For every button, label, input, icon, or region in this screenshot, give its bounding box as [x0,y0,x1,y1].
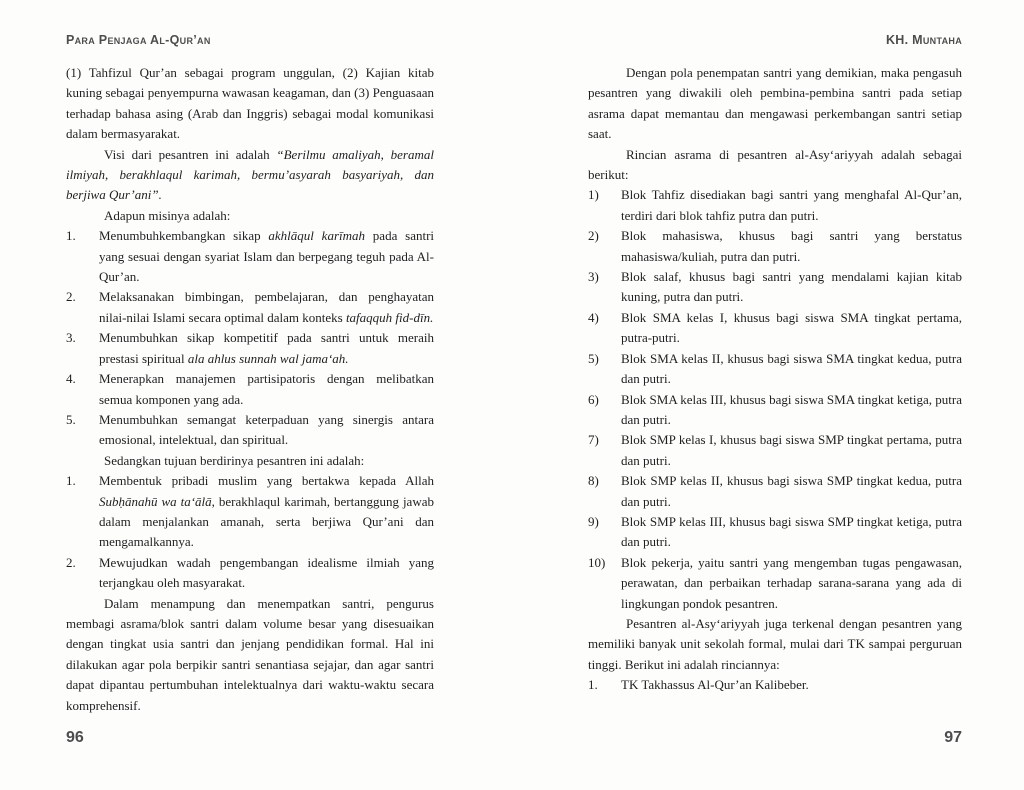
text-run: Blok SMP kelas III, khusus bagi siswa SMP tingkat ketiga, putra dan putri. [621,513,962,550]
paragraph [66,451,434,471]
list-marker: 8) [588,473,599,489]
paragraph [66,145,434,206]
text-run: Blok SMA kelas II, khusus bagi siswa SMA tingkat kedua, putra dan putri. [621,350,962,387]
text-run: Dalam menampung dan menempatkan santri, pengurus membagi asrama/blok santri dalam volume besar yang disesuaikan dengan tingkat usia santri dan jenjang pendidikan formal. Hal ini dilakukan agar pola berpikir santri senantiasa sejajar, dan agar santri dapat dipantau pertumbuhan intelektualnya dari waktu-waktu secara komprehensif. [66,595,434,713]
list-marker: 1. [588,677,598,693]
page-number-left: 96 [66,729,84,746]
list-marker: 1. [66,228,76,244]
text-run: Melaksanakan bimbingan, pembelajaran, dan penghayatan nilai-nilai Islami secara optimal dalam konteks [99,289,434,325]
text-run: Pesantren al-Asy‘ariyyah juga terkenal dengan pesantren yang memiliki banyak unit sekolah formal, mulai dari TK sampai perguruan tinggi. Berikut ini adalah rinciannya: [588,615,962,672]
list-marker: 4. [66,371,76,387]
running-header-left: Para Penjaga Al-Qur’an [66,33,211,47]
list-item [588,267,962,308]
list-item [66,410,434,451]
italic-text-run: “Berilmu amaliyah, beramal ilmiyah, berakhlaqul karimah, bermu’asyarah basyariyah, dan berjiwa Qur’ani”. [66,146,434,203]
list-marker: 2. [66,289,76,305]
text-run: , berakhlaqul karimah, bertanggung jawab dalam menjalankan amanah, serta berjiwa Qur’ani dan mengamalkannya. [99,493,434,550]
text-run: Menumbuhkan sikap kompetitif pada santri untuk meraih prestasi spiritual [99,330,434,366]
list-marker: 10) [588,554,606,570]
paragraph [588,614,962,675]
text-run: Rincian asrama di pesantren al-Asy‘ariyyah adalah sebagai berikut: [588,146,962,183]
text-run: Sedangkan tujuan berdirinya pesantren ini adalah: [104,452,365,468]
left-page-body [66,63,434,716]
text-run: Blok SMP kelas I, khusus bagi siswa SMP tingkat pertama, putra dan putri. [621,432,962,468]
text-run: Blok Tahfiz disediakan bagi santri yang menghafal Al-Qur’an, terdiri dari blok tahfiz putra dan putri. [621,187,962,223]
text-run: Menumbuhkembangkan sikap [99,228,269,244]
text-run: Blok mahasiswa, khusus bagi santri yang berstatus mahasiswa/kuliah, putra dan putri. [621,228,962,264]
list-item [588,512,962,553]
list-item [588,390,962,431]
italic-text-run: akhlāqul karīmah [268,228,366,244]
list-marker: 7) [588,432,599,448]
list-item [588,675,962,695]
list-item [588,226,962,267]
list-item [66,287,434,328]
right-page-body [588,63,962,696]
text-run: (1) Tahfizul Qur’an sebagai program unggulan, (2) Kajian kitab kuning sebagai penyempurna wawasan keagaman, dan (3) Penguasaan terhadap bahasa asing (Arab dan Inggris) sebagai modal komunikasi dalam bermasyarakat. [66,65,434,142]
list-marker: 2) [588,228,599,244]
text-run: Blok SMA kelas I, khusus bagi siswa SMA tingkat pertama, putra-putri. [621,309,962,346]
text-run: Adapun misinya adalah: [104,207,231,223]
paragraph [66,594,434,716]
list-marker: 5. [66,411,76,427]
list-marker: 4) [588,309,599,325]
text-run: TK Takhassus Al-Qur’an Kalibeber. [621,677,809,693]
list-item [588,349,962,390]
text-run: Blok SMP kelas II, khusus bagi siswa SMP tingkat kedua, putra dan putri. [621,473,962,509]
text-run: Mewujudkan wadah pengembangan idealisme ilmiah yang terjangkau oleh masyarakat. [99,554,434,591]
list-item [66,328,434,369]
list-marker: 6) [588,391,599,407]
italic-text-run: tafaqquh fid-dīn. [345,309,434,325]
text-run: Membentuk pribadi muslim yang bertakwa kepada Allah [99,473,434,489]
list-marker: 1. [66,473,76,489]
list-item [588,553,962,614]
list-item [588,471,962,512]
list-item [66,369,434,410]
page-number-right: 97 [944,729,962,746]
list-item [588,185,962,226]
list-marker: 1) [588,187,599,203]
text-run: pada santri yang sesuai dengan syariat Islam dan berpegang teguh pada Al-Qur’an. [99,228,435,285]
text-run: Blok pekerja, yaitu santri yang mengemban tugas pengawasan, perawatan, dan perbaikan terhadap sarana-sarana yang ada di lingkungan pondok pesantren. [621,554,962,611]
list-item [66,553,434,594]
text-run: Dengan pola penempatan santri yang demikian, maka pengasuh pesantren yang diwakili oleh pembina-pembina santri pada setiap asrama dapat memantau dan mengawasi perkembangan santri setiap saat. [588,65,962,142]
paragraph [66,206,434,226]
paragraph [588,63,962,145]
text-run: Menerapkan manajemen partisipatoris dengan melibatkan semua komponen yang ada. [99,371,434,407]
list-marker: 3) [588,269,599,285]
list-item [66,471,434,553]
list-marker: 5) [588,350,599,366]
list-marker: 2. [66,554,76,570]
list-item [588,430,962,471]
list-item [588,308,962,349]
paragraph [66,63,434,145]
text-run: Visi dari pesantren ini adalah [104,146,277,162]
italic-text-run: Subḥānahū wa ta‘ālā [99,493,212,509]
paragraph [588,145,962,186]
text-run: Blok SMA kelas III, khusus bagi siswa SMA tingkat ketiga, putra dan putri. [621,391,962,427]
list-marker: 9) [588,513,599,529]
list-item [66,226,434,287]
list-marker: 3. [66,330,76,346]
text-run: Blok salaf, khusus bagi santri yang mendalami kajian kitab kuning, putra dan putri. [621,269,962,305]
running-header-right: KH. Muntaha [885,33,962,47]
italic-text-run: ala ahlus sunnah wal jama‘ah. [187,350,349,366]
text-run: Menumbuhkan semangat keterpaduan yang sinergis antara emosional, intelektual, dan spiritual. [99,411,434,448]
